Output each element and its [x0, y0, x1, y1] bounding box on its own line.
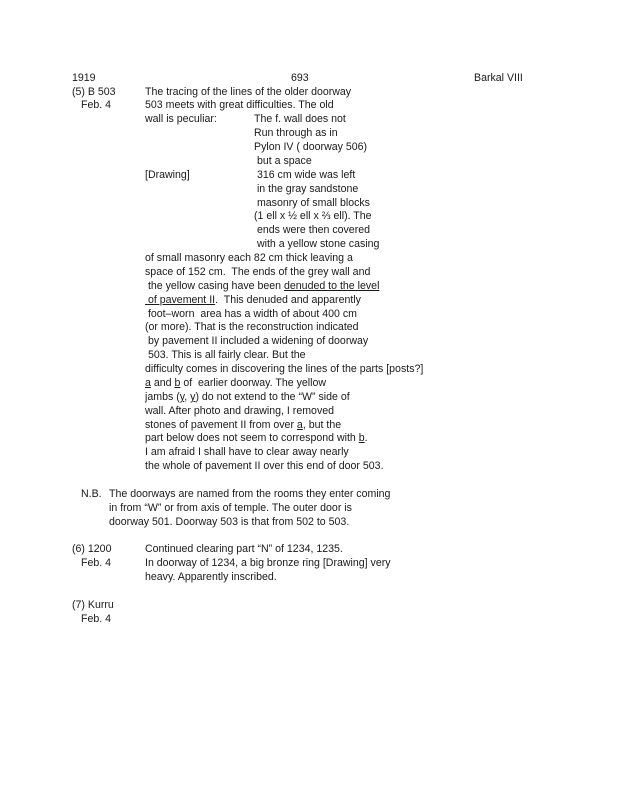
entry-6-label: (6) 1200 — [72, 543, 112, 555]
underlined-letter: b — [358, 432, 365, 444]
line-text: of earlier doorway. The yellow — [180, 377, 327, 389]
underlined-letter: a — [296, 419, 303, 431]
right-column-line: Pylon IV ( doorway 506) — [254, 141, 368, 153]
right-column-line: The f. wall does not — [254, 113, 346, 125]
entry-5-line: I am afraid I shall have to clear away nearly — [145, 446, 349, 458]
entry-5-label: (5) B 503 — [72, 86, 116, 98]
entry-5-line: by pavement II included a widening of doorway — [145, 335, 369, 347]
entry-5-line: 503 meets with great difficulties. The old — [145, 99, 334, 111]
entry-5-line — [145, 419, 341, 432]
entry-5-date: Feb. 4 — [81, 99, 112, 111]
entry-7-label: (7) Kurru — [72, 599, 114, 611]
line-text: part below does not seem to correspond with — [145, 432, 359, 444]
right-column-line: with a yellow stone casing — [254, 238, 380, 250]
line-text: the yellow casing have been — [145, 280, 284, 292]
entry-5-line: 503. This is all fairly clear. But the — [145, 349, 306, 361]
right-column-line: 316 cm wide was left — [254, 169, 356, 181]
year-heading: 1919 — [72, 72, 96, 84]
right-column-line: masonry of small blocks — [254, 197, 370, 209]
entry-5-line: The tracing of the lines of the older doorway — [145, 86, 352, 98]
page-number: 693 — [291, 72, 309, 84]
line-text: jambs ( — [145, 391, 180, 403]
volume-heading: Barkal VIII — [474, 72, 523, 84]
line-text: , — [184, 391, 191, 403]
line-text: stones of pavement II from over — [145, 419, 297, 431]
line-text: and — [150, 377, 175, 389]
right-column-line: in the gray sandstone — [254, 183, 359, 195]
underlined-phrase: denuded to the level — [284, 280, 380, 292]
entry-5-line: wall. After photo and drawing, I removed — [145, 405, 335, 417]
entry-5-line — [145, 280, 379, 293]
entry-5-line — [145, 391, 350, 404]
entry-6-line: Continued clearing part “N” of 1234, 1235. — [145, 543, 343, 555]
underlined-letter: a — [145, 377, 151, 389]
line-text: . — [364, 432, 368, 444]
underlined-phrase: of pavement II — [145, 294, 216, 306]
line-text: . This denuded and apparently — [215, 294, 361, 306]
entry-5-line — [145, 377, 326, 390]
underlined-letter: y — [179, 391, 185, 403]
entry-6-line: In doorway of 1234, a big bronze ring [Drawing] very — [145, 557, 391, 569]
nb-line: The doorways are named from the rooms they enter coming — [109, 488, 391, 500]
underlined-letter: y — [190, 391, 196, 403]
entry-5-line: space of 152 cm. The ends of the grey wall and — [145, 266, 371, 278]
entry-5-line: difficulty comes in discovering the lines of the parts [posts?] — [145, 363, 424, 375]
entry-5-line: of small masonry each 82 cm thick leaving a — [145, 252, 353, 264]
entry-5-line: wall is peculiar: — [145, 113, 217, 125]
nb-line: in from “W” or from axis of temple. The outer door is — [109, 502, 352, 514]
right-column-line: but a space — [254, 155, 312, 167]
entry-6-date: Feb. 4 — [81, 557, 112, 569]
entry-5-line: foot–worn area has a width of about 400 cm — [145, 308, 358, 320]
entry-5-line: the whole of pavement II over this end of door 503. — [145, 460, 384, 472]
entry-5-line — [145, 294, 361, 307]
entry-6-line: heavy. Apparently inscribed. — [145, 571, 277, 583]
right-column-line: Run through as in — [254, 127, 338, 139]
underlined-letter: b — [174, 377, 181, 389]
drawing-placeholder: [Drawing] — [145, 169, 190, 181]
nb-label: N.B. — [81, 488, 102, 500]
right-column-line: (1 ell x ½ ell x ⅔ ell). The — [254, 210, 372, 222]
line-text: , but the — [302, 419, 342, 431]
line-text: ) do not extend to the “W” side of — [195, 391, 350, 403]
right-column-line: ends were then covered — [254, 224, 371, 236]
nb-line: doorway 501. Doorway 503 is that from 502 to 503. — [109, 516, 350, 528]
entry-5-line — [145, 432, 368, 445]
entry-5-line: (or more). That is the reconstruction indicated — [145, 321, 359, 333]
entry-7-date: Feb. 4 — [81, 613, 112, 625]
